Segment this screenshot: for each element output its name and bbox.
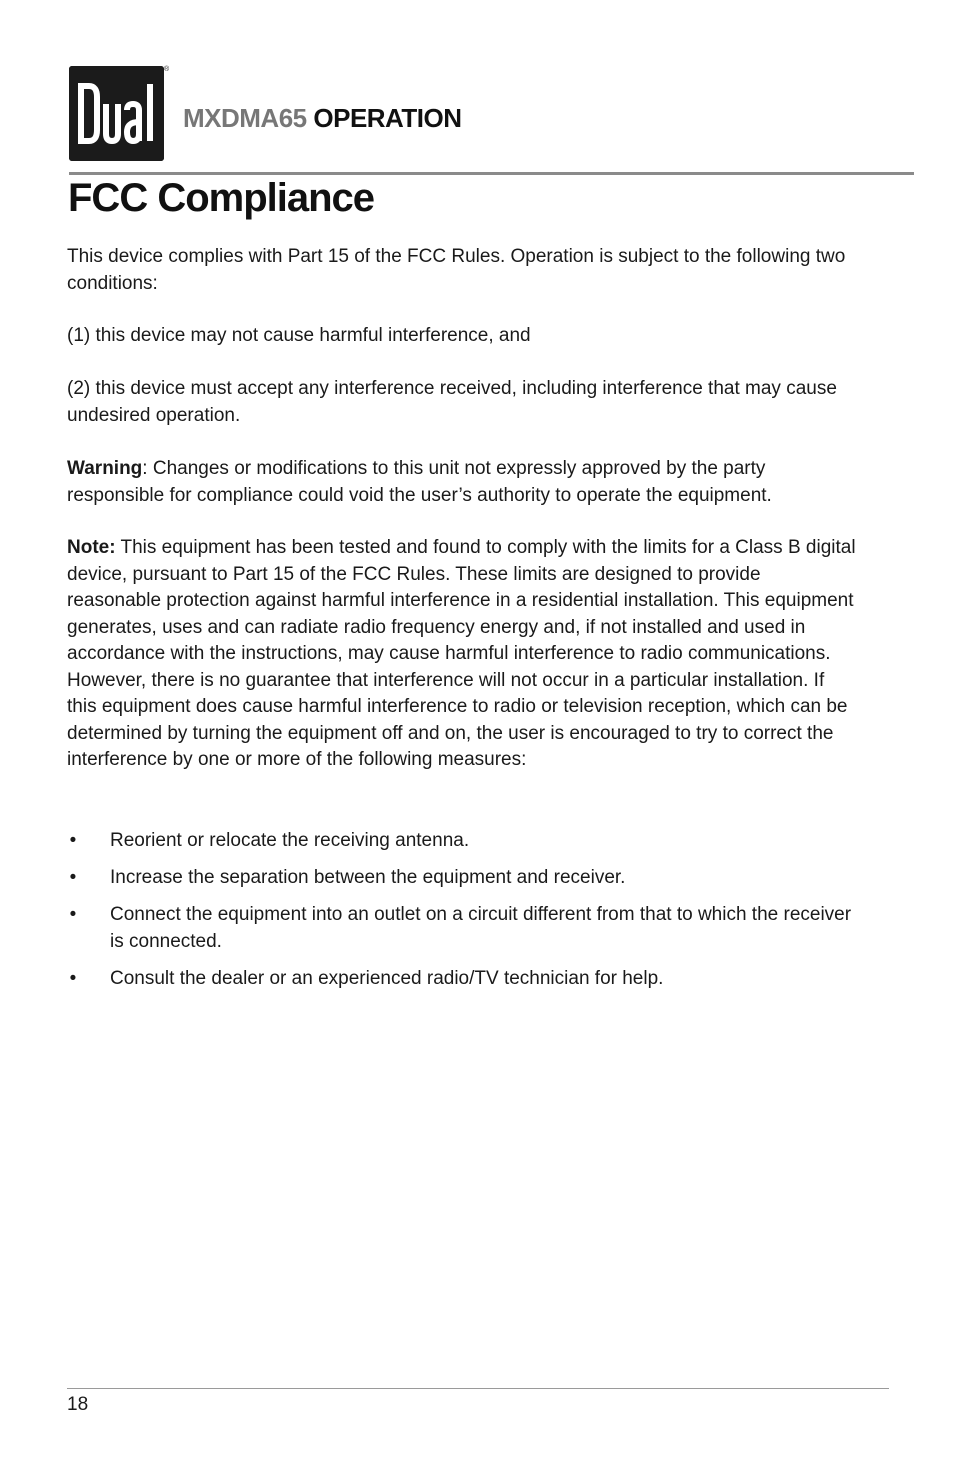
footer-divider <box>67 1388 889 1389</box>
model-name: MXDMA65 <box>183 103 307 133</box>
header-title <box>183 103 462 134</box>
page-number: 18 <box>67 1394 89 1415</box>
bullet-icon: • <box>69 830 77 851</box>
condition-2-paragraph: (2) this device must accept any interference received, including interference that may cause undesired operation. <box>67 378 837 426</box>
warning-paragraph <box>67 456 857 509</box>
registered-mark: ® <box>164 66 170 73</box>
measures-list <box>67 827 857 1002</box>
bullet-icon: • <box>69 968 77 989</box>
section-name: OPERATION <box>313 103 462 133</box>
bullet-icon: • <box>69 867 77 888</box>
list-item <box>67 864 857 891</box>
warning-label: Warning <box>67 458 143 479</box>
note-label: Note: <box>67 537 116 558</box>
condition-1-paragraph: (1) this device may not cause harmful interference, and <box>67 325 531 346</box>
list-item <box>67 965 857 992</box>
list-item <box>67 827 857 854</box>
measure-text: Increase the separation between the equipment and receiver. <box>110 867 626 888</box>
measure-text: Connect the equipment into an outlet on a circuit different from that to which the receiver is connected. <box>110 904 852 952</box>
warning-text: : Changes or modifications to this unit not expressly approved by the party responsible for compliance could void the user’s authority to operate the equipment. <box>67 458 772 506</box>
note-paragraph <box>67 535 857 774</box>
header-divider <box>69 172 914 175</box>
page-title: FCC Compliance <box>68 176 375 220</box>
bullet-icon: • <box>69 904 77 925</box>
list-item <box>67 901 857 955</box>
measure-text: Consult the dealer or an experienced radio/TV technician for help. <box>110 968 664 989</box>
dual-logo-mark <box>69 66 164 161</box>
measure-text: Reorient or relocate the receiving antenna. <box>110 830 470 851</box>
note-text: This equipment has been tested and found to comply with the limits for a Class B digital device, pursuant to Part 15 of the FCC Rules. These limits are designed to provide reasonable protection against harmful interference in a residential installation. This equipment generates, uses and can radiate radio frequency energy and, if not installed and used in accordance with the instructions, may cause harmful interference to radio communications. However, there is no guarantee that interference will not occur in a particular installation. If this equipment does cause harmful interference to radio or television reception, which can be determined by turning the equipment off and on, the user is encouraged to try to correct the interference by one or more of the following measures: <box>67 537 856 770</box>
dual-logo <box>69 66 164 161</box>
intro-paragraph: This device complies with Part 15 of the FCC Rules. Operation is subject to the following two conditions: <box>67 246 846 294</box>
